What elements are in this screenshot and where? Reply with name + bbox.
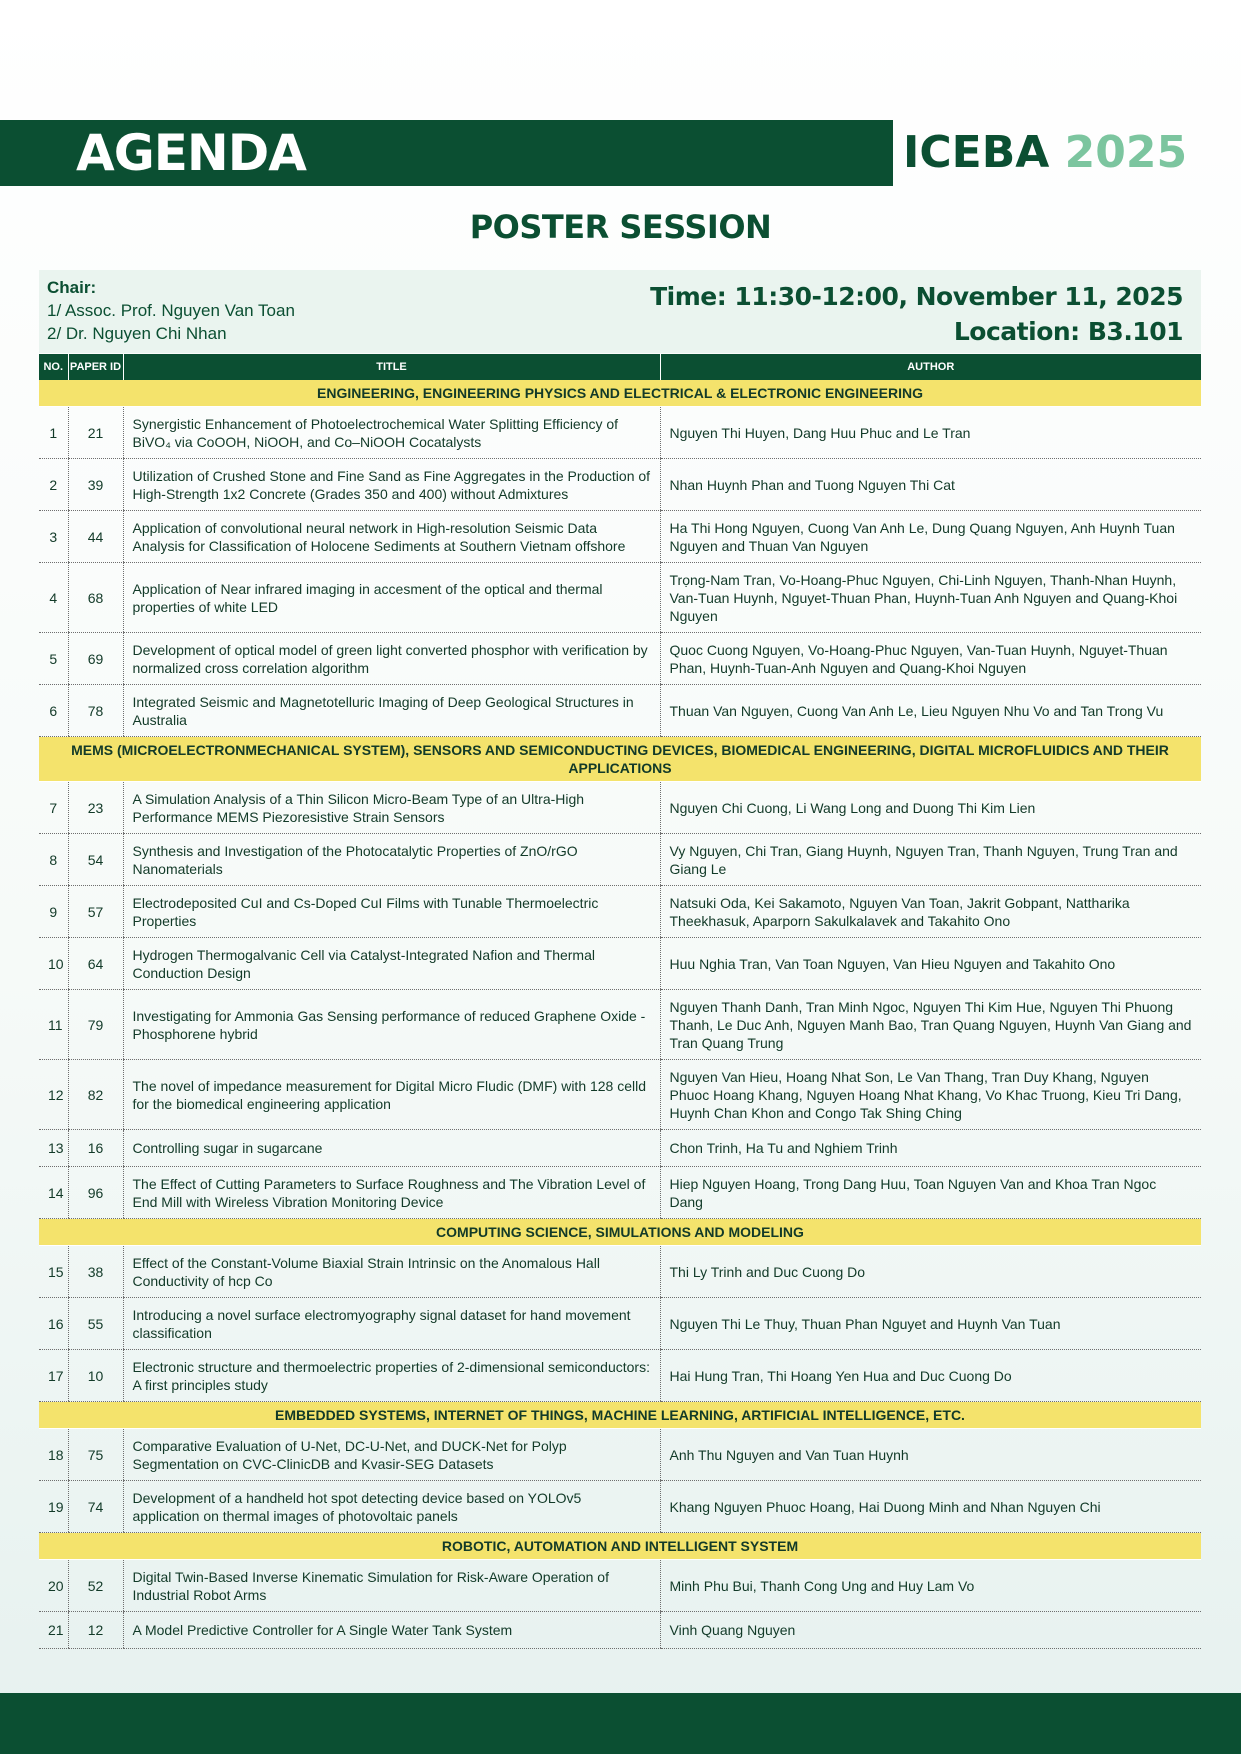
section-header <box>39 1219 1201 1246</box>
paper-authors: Khang Nguyen Phuoc Hoang, Hai Duong Minh and Nhan Nguyen Chi <box>660 1481 1201 1533</box>
paper-authors: Chon Trinh, Ha Tu and Nghiem Trinh <box>660 1130 1201 1167</box>
paper-id: 12 <box>68 1612 123 1649</box>
row-number: 12 <box>39 1060 68 1130</box>
table-row <box>39 990 1201 1060</box>
brand-year: 2025 <box>1064 127 1188 178</box>
paper-authors: Huu Nghia Tran, Van Toan Nguyen, Van Hieu Nguyen and Takahito Ono <box>660 938 1201 990</box>
paper-title: Effect of the Constant-Volume Biaxial Strain Intrinsic on the Anomalous Hall Conductivity of hcp Co <box>123 1246 660 1298</box>
column-header-title: TITLE <box>123 354 660 380</box>
section-header <box>39 1402 1201 1429</box>
paper-title: Synthesis and Investigation of the Photocatalytic Properties of ZnO/rGO Nanomaterials <box>123 834 660 886</box>
session-info <box>39 270 1201 353</box>
row-number: 8 <box>39 834 68 886</box>
session-location: Location: B3.101 <box>953 317 1183 346</box>
paper-id: 82 <box>68 1060 123 1130</box>
paper-title: Electrodeposited CuI and Cs-Doped CuI Films with Tunable Thermoelectric Properties <box>123 886 660 938</box>
paper-title: Investigating for Ammonia Gas Sensing performance of reduced Graphene Oxide - Phosphorene hybrid <box>123 990 660 1060</box>
table-row <box>39 782 1201 834</box>
row-number: 5 <box>39 633 68 685</box>
chair-name: 1/ Assoc. Prof. Nguyen Van Toan <box>47 301 295 320</box>
paper-id: 39 <box>68 459 123 511</box>
session-title: POSTER SESSION <box>469 208 772 246</box>
paper-authors: Hiep Nguyen Hoang, Trong Dang Huu, Toan Nguyen Van and Khoa Tran Ngoc Dang <box>660 1167 1201 1219</box>
row-number: 20 <box>39 1560 68 1612</box>
paper-authors: Minh Phu Bui, Thanh Cong Ung and Huy Lam Vo <box>660 1560 1201 1612</box>
paper-id: 79 <box>68 990 123 1060</box>
paper-id: 23 <box>68 782 123 834</box>
paper-id: 38 <box>68 1246 123 1298</box>
table-row <box>39 1298 1201 1350</box>
paper-authors: Thi Ly Trinh and Duc Cuong Do <box>660 1246 1201 1298</box>
table-row <box>39 1429 1201 1481</box>
paper-authors: Nguyen Thi Huyen, Dang Huu Phuc and Le Tran <box>660 407 1201 459</box>
table-row <box>39 511 1201 563</box>
brand-name: ICEBA <box>903 127 1050 178</box>
table-row <box>39 1560 1201 1612</box>
paper-authors: Anh Thu Nguyen and Van Tuan Huynh <box>660 1429 1201 1481</box>
table-row <box>39 938 1201 990</box>
table-row <box>39 1350 1201 1402</box>
paper-title: Hydrogen Thermogalvanic Cell via Catalyst-Integrated Nafion and Thermal Conduction Design <box>123 938 660 990</box>
table-row <box>39 459 1201 511</box>
agenda-body <box>39 380 1201 1649</box>
paper-authors: Hai Hung Tran, Thi Hoang Yen Hua and Duc Cuong Do <box>660 1350 1201 1402</box>
table-row <box>39 1612 1201 1649</box>
paper-authors: Trọng-Nam Tran, Vo-Hoang-Phuc Nguyen, Chi-Linh Nguyen, Thanh-Nhan Huynh, Van-Tuan Huynh, Nguyet-Thuan Phan, Huynh-Tuan Anh Nguyen and Quang-Khoi Nguyen <box>660 563 1201 633</box>
paper-id: 68 <box>68 563 123 633</box>
paper-title: Introducing a novel surface electromyography signal dataset for hand movement classification <box>123 1298 660 1350</box>
row-number: 19 <box>39 1481 68 1533</box>
paper-title: Comparative Evaluation of U-Net, DC-U-Net, and DUCK-Net for Polyp Segmentation on CVC-ClinicDB and Kvasir-SEG Datasets <box>123 1429 660 1481</box>
agenda-title: AGENDA <box>76 124 306 182</box>
row-number: 4 <box>39 563 68 633</box>
paper-id: 96 <box>68 1167 123 1219</box>
section-header <box>39 380 1201 407</box>
table-row <box>39 1060 1201 1130</box>
paper-id: 69 <box>68 633 123 685</box>
paper-authors: Natsuki Oda, Kei Sakamoto, Nguyen Van Toan, Jakrit Gobpant, Nattharika Theekhasuk, Aparporn Sakulkalavek and Takahito Ono <box>660 886 1201 938</box>
paper-title: The Effect of Cutting Parameters to Surface Roughness and The Vibration Level of End Mill with Wireless Vibration Monitoring Device <box>123 1167 660 1219</box>
table-row <box>39 685 1201 737</box>
paper-id: 44 <box>68 511 123 563</box>
table-row <box>39 834 1201 886</box>
row-number: 21 <box>39 1612 68 1649</box>
row-number: 18 <box>39 1429 68 1481</box>
session-time: Time: 11:30-12:00, November 11, 2025 <box>650 282 1183 311</box>
paper-title: A Simulation Analysis of a Thin Silicon Micro-Beam Type of an Ultra-High Performance MEMS Piezoresistive Strain Sensors <box>123 782 660 834</box>
row-number: 17 <box>39 1350 68 1402</box>
paper-authors: Nguyen Van Hieu, Hoang Nhat Son, Le Van Thang, Tran Duy Khang, Nguyen Phuoc Hoang Khang, Nguyen Hoang Nhat Khang, Vo Khac Truong, Kieu Tri Dang, Huynh Chan Khon and Congo Tak Shing Ching <box>660 1060 1201 1130</box>
paper-id: 55 <box>68 1298 123 1350</box>
row-number: 1 <box>39 407 68 459</box>
row-number: 15 <box>39 1246 68 1298</box>
section-header <box>39 1533 1201 1560</box>
conference-logo <box>903 124 1187 182</box>
paper-id: 52 <box>68 1560 123 1612</box>
paper-authors: Vy Nguyen, Chi Tran, Giang Huynh, Nguyen Tran, Thanh Nguyen, Trung Tran and Giang Le <box>660 834 1201 886</box>
row-number: 7 <box>39 782 68 834</box>
paper-title: Application of Near infrared imaging in accesment of the optical and thermal properties of white LED <box>123 563 660 633</box>
table-row <box>39 1167 1201 1219</box>
paper-id: 74 <box>68 1481 123 1533</box>
table-row <box>39 1130 1201 1167</box>
section-title: ENGINEERING, ENGINEERING PHYSICS AND ELECTRICAL & ELECTRONIC ENGINEERING <box>39 380 1201 407</box>
section-header <box>39 737 1201 782</box>
section-title: ROBOTIC, AUTOMATION AND INTELLIGENT SYSTEM <box>39 1533 1201 1560</box>
paper-title: The novel of impedance measurement for Digital Micro Fludic (DMF) with 128 celld for the biomedical engineering application <box>123 1060 660 1130</box>
paper-authors: Quoc Cuong Nguyen, Vo-Hoang-Phuc Nguyen, Van-Tuan Huynh, Nguyet-Thuan Phan, Huynh-Tuan-Anh Nguyen and Quang-Khoi Nguyen <box>660 633 1201 685</box>
paper-id: 64 <box>68 938 123 990</box>
row-number: 6 <box>39 685 68 737</box>
paper-authors: Nguyen Thanh Danh, Tran Minh Ngoc, Nguyen Thi Kim Hue, Nguyen Thi Phuong Thanh, Le Duc Anh, Nguyen Manh Bao, Tran Quang Nguyen, Huynh Van Giang and Tran Quang Trung <box>660 990 1201 1060</box>
paper-title: Application of convolutional neural network in High-resolution Seismic Data Analysis for Classification of Holocene Sediments at Southern Vietnam offshore <box>123 511 660 563</box>
table-row <box>39 1246 1201 1298</box>
paper-title: Integrated Seismic and Magnetotelluric Imaging of Deep Geological Structures in Australia <box>123 685 660 737</box>
paper-id: 54 <box>68 834 123 886</box>
agenda-table <box>39 354 1201 1649</box>
paper-title: Electronic structure and thermoelectric properties of 2-dimensional semiconductors: A first principles study <box>123 1350 660 1402</box>
footer-bar <box>0 1693 1241 1754</box>
paper-title: Controlling sugar in sugarcane <box>123 1130 660 1167</box>
paper-id: 78 <box>68 685 123 737</box>
table-row <box>39 407 1201 459</box>
paper-id: 57 <box>68 886 123 938</box>
paper-authors: Vinh Quang Nguyen <box>660 1612 1201 1649</box>
row-number: 14 <box>39 1167 68 1219</box>
section-title: COMPUTING SCIENCE, SIMULATIONS AND MODELING <box>39 1219 1201 1246</box>
chair-name: 2/ Dr. Nguyen Chi Nhan <box>47 324 227 343</box>
chair-label: Chair: <box>47 278 97 297</box>
paper-authors: Nguyen Chi Cuong, Li Wang Long and Duong Thi Kim Lien <box>660 782 1201 834</box>
column-header-paper-id: PAPER ID <box>68 354 123 380</box>
paper-authors: Thuan Van Nguyen, Cuong Van Anh Le, Lieu Nguyen Nhu Vo and Tan Trong Vu <box>660 685 1201 737</box>
paper-authors: Nguyen Thi Le Thuy, Thuan Phan Nguyet and Huynh Van Tuan <box>660 1298 1201 1350</box>
paper-title: Utilization of Crushed Stone and Fine Sand as Fine Aggregates in the Production of High-Strength 1x2 Concrete (Grades 350 and 400) without Admixtures <box>123 459 660 511</box>
column-header-author: AUTHOR <box>660 354 1201 380</box>
row-number: 16 <box>39 1298 68 1350</box>
paper-title: A Model Predictive Controller for A Single Water Tank System <box>123 1612 660 1649</box>
table-row <box>39 563 1201 633</box>
row-number: 11 <box>39 990 68 1060</box>
section-title: EMBEDDED SYSTEMS, INTERNET OF THINGS, MACHINE LEARNING, ARTIFICIAL INTELLIGENCE, ETC. <box>39 1402 1201 1429</box>
paper-id: 16 <box>68 1130 123 1167</box>
row-number: 3 <box>39 511 68 563</box>
table-header <box>39 354 1201 380</box>
row-number: 9 <box>39 886 68 938</box>
table-row <box>39 886 1201 938</box>
paper-title: Development of optical model of green light converted phosphor with verification by normalized cross correlation algorithm <box>123 633 660 685</box>
table-row <box>39 1481 1201 1533</box>
table-row <box>39 633 1201 685</box>
row-number: 2 <box>39 459 68 511</box>
paper-authors: Nhan Huynh Phan and Tuong Nguyen Thi Cat <box>660 459 1201 511</box>
paper-id: 10 <box>68 1350 123 1402</box>
row-number: 10 <box>39 938 68 990</box>
column-header-no: NO. <box>39 354 68 380</box>
row-number: 13 <box>39 1130 68 1167</box>
paper-title: Synergistic Enhancement of Photoelectrochemical Water Splitting Efficiency of BiVO₄ via CoOOH, NiOOH, and Co–NiOOH Cocatalysts <box>123 407 660 459</box>
paper-id: 21 <box>68 407 123 459</box>
paper-title: Development of a handheld hot spot detecting device based on YOLOv5 application on thermal images of photovoltaic panels <box>123 1481 660 1533</box>
section-title: MEMS (MICROELECTRONMECHANICAL SYSTEM), SENSORS AND SEMICONDUCTING DEVICES, BIOMEDICAL ENGINEERING, DIGITAL MICROFLUIDICS AND THEIR APPLICATIONS <box>39 737 1201 782</box>
paper-id: 75 <box>68 1429 123 1481</box>
paper-title: Digital Twin-Based Inverse Kinematic Simulation for Risk-Aware Operation of Industrial Robot Arms <box>123 1560 660 1612</box>
paper-authors: Ha Thi Hong Nguyen, Cuong Van Anh Le, Dung Quang Nguyen, Anh Huynh Tuan Nguyen and Thuan Van Nguyen <box>660 511 1201 563</box>
